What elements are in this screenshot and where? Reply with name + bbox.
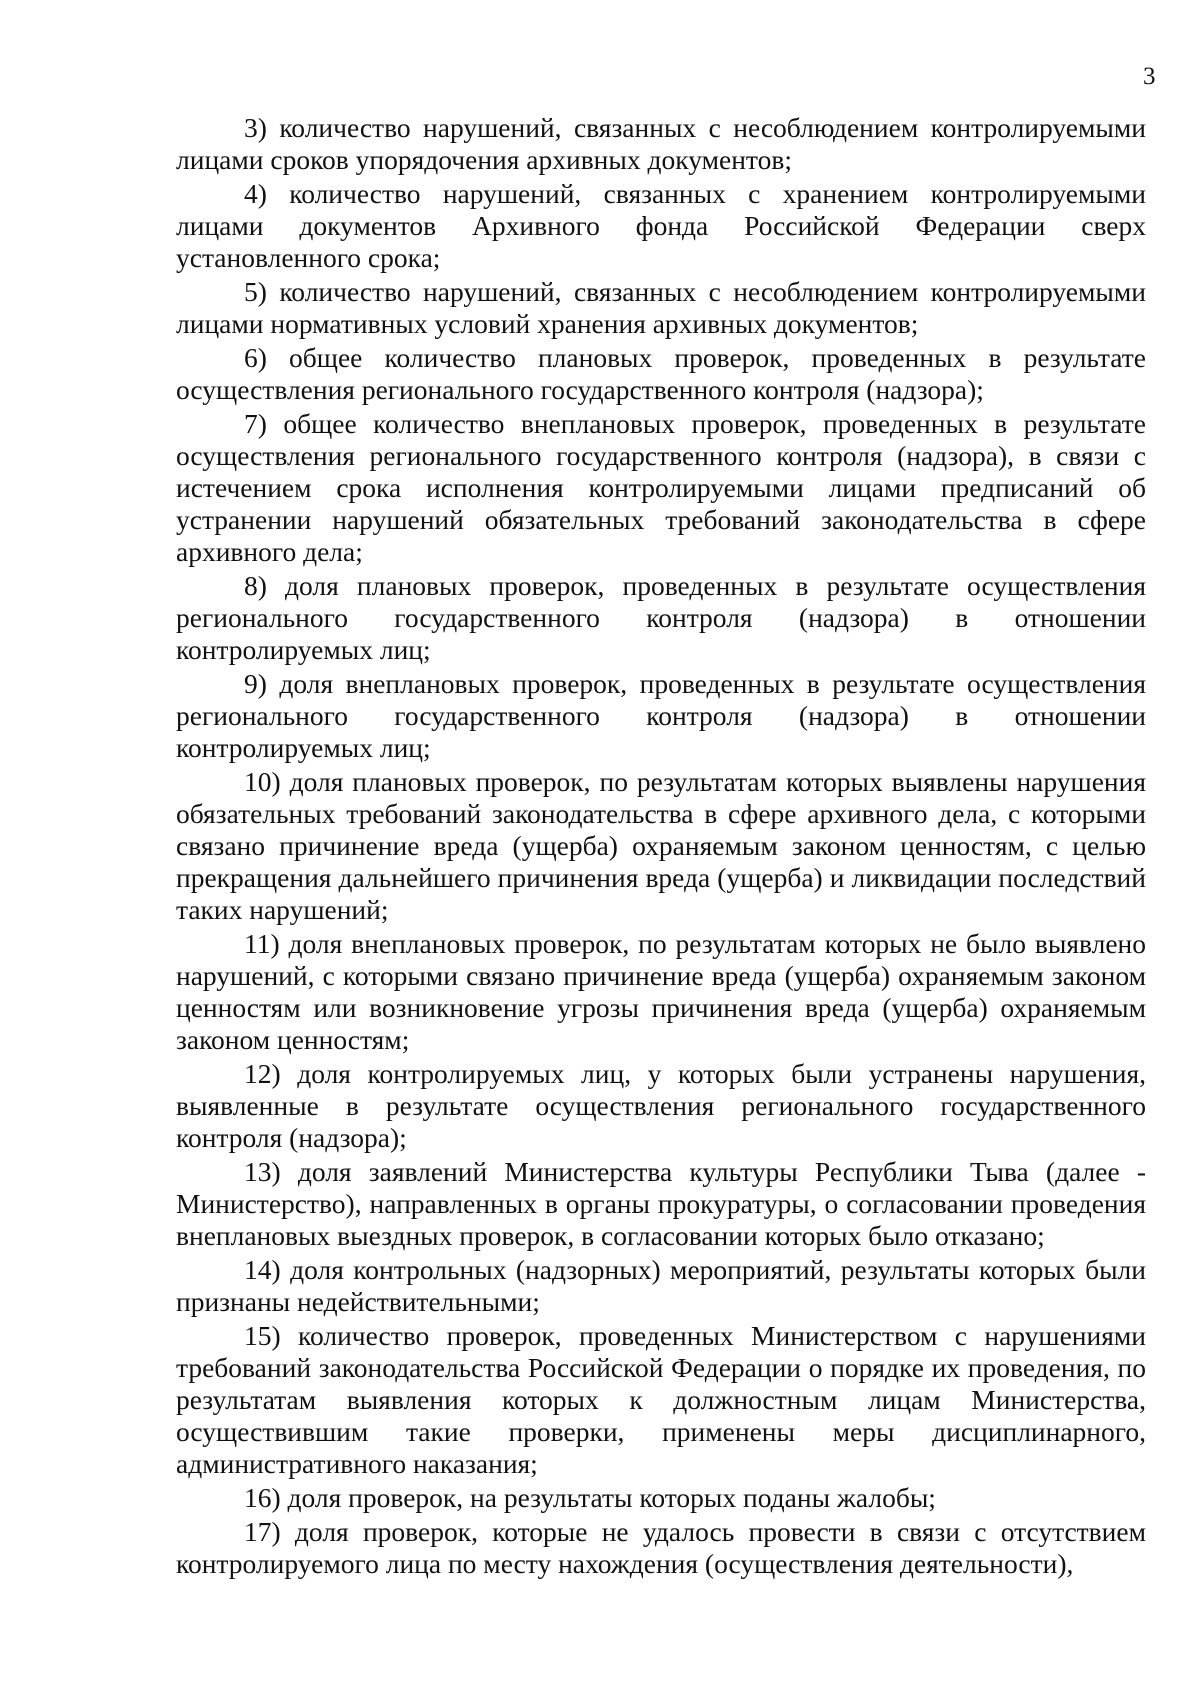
list-item-10: 10) доля плановых проверок, по результатам которых выявлены нарушения обязательных требований законодательства в сфере архивного дела, с которыми связано причинение вреда (ущерба) охраняемым законом ценностям, с целью прекращения дальнейшего причинения вреда (ущерба) и ликвидации последствий таких нарушений;: [176, 766, 1146, 925]
list-item-15: 15) количество проверок, проведенных Министерством с нарушениями требований законодательства Российской Федерации о порядке их проведения, по результатам выявления которых к должностным лицам Министерства, осуществившим такие проверки, применены меры дисциплинарного, административного наказания;: [176, 1320, 1146, 1479]
list-item-14: 14) доля контрольных (надзорных) мероприятий, результаты которых были признаны недействительными;: [176, 1254, 1146, 1317]
list-item-5: 5) количество нарушений, связанных с несоблюдением контролируемыми лицами нормативных условий хранения архивных документов;: [176, 276, 1146, 339]
list-item-13: 13) доля заявлений Министерства культуры Республики Тыва (далее - Министерство), направленных в органы прокуратуры, о согласовании проведения внеплановых выездных проверок, в согласовании которых было отказано;: [176, 1156, 1146, 1251]
page-number: 3: [1143, 63, 1156, 90]
list-item-4: 4) количество нарушений, связанных с хранением контролируемыми лицами документов Архивного фонда Российской Федерации сверх установленного срока;: [176, 178, 1146, 273]
list-item-17: 17) доля проверок, которые не удалось провести в связи с отсутствием контролируемого лица по месту нахождения (осуществления деятельности),: [176, 1516, 1146, 1579]
list-item-16: 16) доля проверок, на результаты которых поданы жалобы;: [244, 1482, 936, 1513]
list-item-9: 9) доля внеплановых проверок, проведенных в результате осуществления регионального государственного контроля (надзора) в отношении контролируемых лиц;: [176, 668, 1146, 763]
list-item-3: 3) количество нарушений, связанных с несоблюдением контролируемыми лицами сроков упорядочения архивных документов;: [176, 112, 1146, 175]
list-item-11: 11) доля внеплановых проверок, по результатам которых не было выявлено нарушений, с которыми связано причинение вреда (ущерба) охраняемым законом ценностям или возникновение угрозы причинения вреда (ущерба) охраняемым законом ценностям;: [176, 928, 1146, 1055]
list-item-12: 12) доля контролируемых лиц, у которых были устранены нарушения, выявленные в результате осуществления регионального государственного контроля (надзора);: [176, 1058, 1146, 1153]
document-body: [176, 112, 1146, 1580]
list-item-6: 6) общее количество плановых проверок, проведенных в результате осуществления регионального государственного контроля (надзора);: [176, 342, 1146, 405]
list-item-8: 8) доля плановых проверок, проведенных в результате осуществления регионального государственного контроля (надзора) в отношении контролируемых лиц;: [176, 570, 1146, 665]
list-item-7: 7) общее количество внеплановых проверок, проведенных в результате осуществления регионального государственного контроля (надзора), в связи с истечением срока исполнения контролируемыми лицами предписаний об устранении нарушений обязательных требований законодательства в сфере архивного дела;: [176, 408, 1146, 567]
